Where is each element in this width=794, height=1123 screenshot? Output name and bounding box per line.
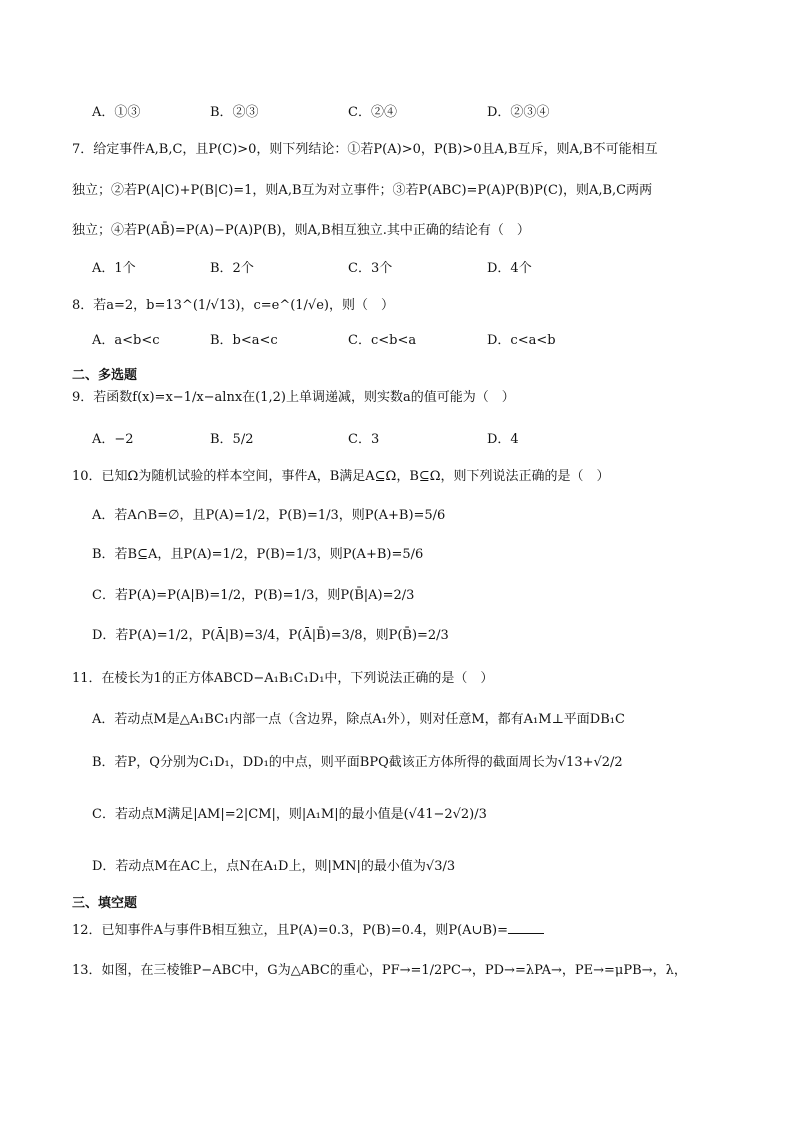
q10-option-a: A．若A∩B=∅，且P(A)=1/2，P(B)=1/3，则P(A+B)=5/6 [92, 508, 446, 523]
q7-option-b: B．2个 [210, 261, 254, 276]
q11-option-b: B．若P，Q分别为C₁D₁，DD₁的中点，则平面BPQ截该正方体所得的截面周长为√13+√2/2 [92, 755, 623, 770]
q12-stem: 12．已知事件A与事件B相互独立，且P(A)=0.3，P(B)=0.4，则P(A∪B)= [72, 923, 508, 938]
q8-stem: 8．若a=2，b=13^(1/√13)，c=e^(1/√e)，则（ ） [72, 298, 394, 313]
q7-line-3: 独立；④若P(AB̄)=P(A)−P(A)P(B)，则A,B相互独立.其中正确的结论有（ ） [72, 223, 530, 238]
q6-option-a: A．①③ [92, 105, 141, 120]
q9-stem: 9．若函数f(x)=x−1/x−alnx在(1,2)上单调递减，则实数a的值可能为（ ） [72, 390, 515, 405]
q7-option-c: C．3个 [348, 261, 393, 276]
section-multi-choice-heading: 二、多选题 [72, 368, 138, 383]
q7-line-1: 7．给定事件A,B,C，且P(C)>0，则下列结论：①若P(A)>0，P(B)>0且A,B互斥，则A,B不可能相互 [72, 142, 658, 157]
q10-stem: 10．已知Ω为随机试验的样本空间，事件A，B满足A⊆Ω，B⊆Ω，则下列说法正确的是（ ） [72, 469, 610, 484]
q8-option-c: C．c<b<a [348, 333, 417, 348]
q12-answer-blank[interactable] [508, 921, 544, 934]
q11-stem: 11．在棱长为1的正方体ABCD−A₁B₁C₁D₁中，下列说法正确的是（ ） [72, 671, 494, 686]
section-fill-blank-heading: 三、填空题 [72, 896, 138, 911]
q11-option-d: D．若动点M在AC上，点N在A₁D上，则|MN|的最小值为√3/3 [92, 859, 456, 874]
q6-option-b: B．②③ [210, 105, 259, 120]
q13-stem: 13．如图，在三棱锥P−ABC中，G为△ABC的重心，PF→=1/2PC→，PD→=λPA→，PE→=μPB→，λ， [72, 963, 687, 978]
q7-line-2: 独立；②若P(A|C)+P(B|C)=1，则A,B互为对立事件；③若P(ABC)=P(A)P(B)P(C)，则A,B,C两两 [72, 183, 653, 198]
q8-option-d: D．c<a<b [487, 333, 556, 348]
q7-option-a: A．1个 [92, 261, 136, 276]
q12-stem-row [72, 921, 544, 937]
q9-option-d: D．4 [487, 432, 519, 447]
q11-option-a: A．若动点M是△A₁BC₁内部一点（含边界，除点A₁外），则对任意M，都有A₁M⊥平面DB₁C [92, 712, 625, 727]
q10-option-d: D．若P(A)=1/2，P(Ā|B)=3/4，P(Ā|B̄)=3/8，则P(B̄)=2/3 [92, 628, 449, 643]
q6-option-d: D．②③④ [487, 105, 550, 120]
q8-option-a: A．a<b<c [92, 333, 160, 348]
q9-option-c: C．3 [348, 432, 380, 447]
q7-option-d: D．4个 [487, 261, 532, 276]
q9-option-b: B．5/2 [210, 432, 254, 447]
q11-option-c: C．若动点M满足|AM|=2|CM|，则|A₁M|的最小值是(√41−2√2)/3 [92, 807, 487, 822]
q10-option-b: B．若B⊆A，且P(A)=1/2，P(B)=1/3，则P(A+B)=5/6 [92, 547, 424, 562]
q9-option-a: A．−2 [92, 432, 134, 447]
q10-option-c: C．若P(A)=P(A|B)=1/2，P(B)=1/3，则P(B̄|A)=2/3 [92, 588, 415, 603]
q6-option-c: C．②④ [348, 105, 397, 120]
q8-option-b: B．b<a<c [210, 333, 278, 348]
